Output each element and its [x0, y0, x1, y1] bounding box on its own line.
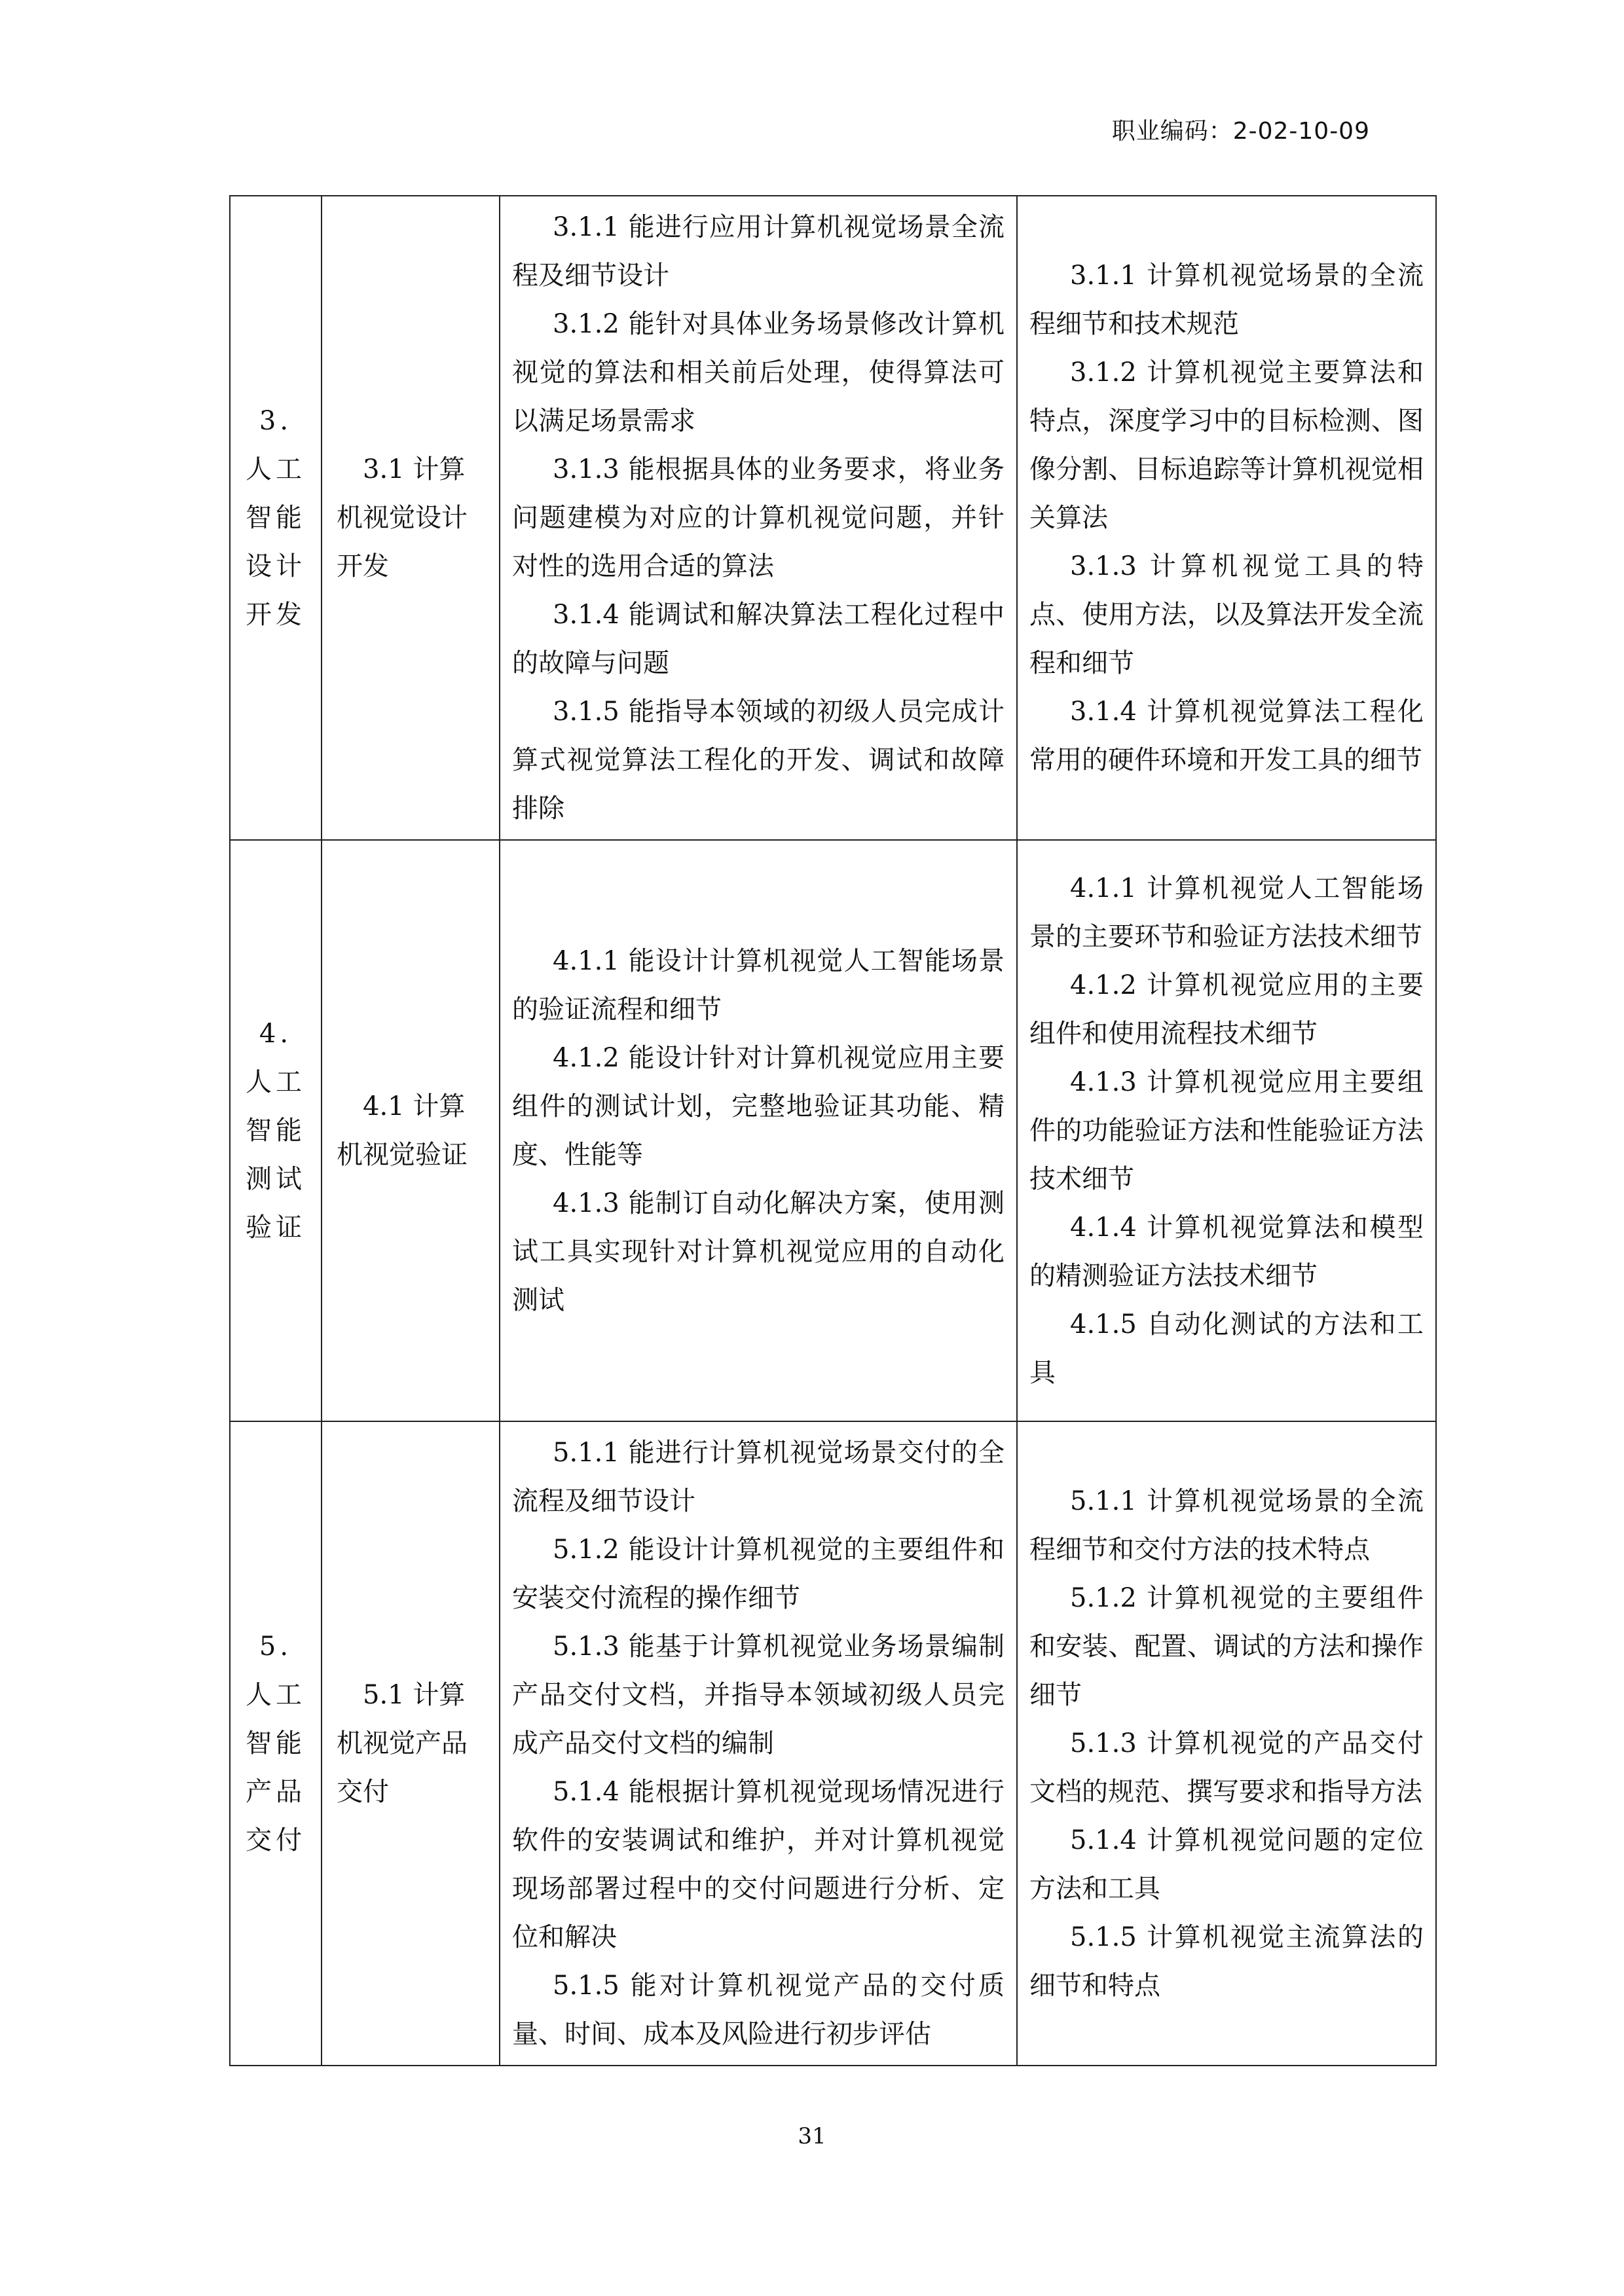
unit-text: 3.1 计算: [363, 454, 466, 484]
skills-cell: [500, 1421, 1017, 2066]
category-text: 智能: [246, 1116, 306, 1146]
knowledge-cell: [1017, 840, 1436, 1421]
knowledge-item: 3.1.4 计算机视觉算法工程化常用的硬件环境和开发工具的细节: [1029, 697, 1424, 775]
unit-text: 开发: [337, 551, 389, 581]
skill-item: 4.1.1 能设计计算机视觉人工智能场景的验证流程和细节: [512, 946, 1005, 1025]
knowledge-item: 4.1.4 计算机视觉算法和模型的精测验证方法技术细节: [1029, 1212, 1424, 1291]
skill-item: 5.1.3 能基于计算机视觉业务场景编制产品交付文档，并指导本领域初级人员完成产品交付文档的编制: [512, 1631, 1005, 1758]
category-cell: [230, 1421, 322, 2066]
unit-cell: [322, 196, 500, 840]
skill-item: 5.1.4 能根据计算机视觉现场情况进行软件的安装调试和维护，并对计算机视觉现场部署过程中的交付问题进行分析、定位和解决: [512, 1777, 1005, 1952]
table-row: [230, 840, 1436, 1421]
category-number: 4.: [259, 1019, 293, 1049]
page-number: 31: [798, 2123, 826, 2149]
category-text: 验证: [246, 1212, 306, 1243]
skill-item: 5.1.5 能对计算机视觉产品的交付质量、时间、成本及风险进行初步评估: [512, 1971, 1005, 2049]
knowledge-item: 4.1.1 计算机视觉人工智能场景的主要环节和验证方法技术细节: [1029, 873, 1424, 952]
unit-text: 5.1 计算: [363, 1680, 466, 1710]
category-text: 产品: [246, 1777, 306, 1807]
skills-cell: [500, 840, 1017, 1421]
skill-item: 4.1.3 能制订自动化解决方案，使用测试工具实现针对计算机视觉应用的自动化测试: [512, 1188, 1005, 1315]
category-text: 智能: [246, 1728, 306, 1758]
skill-item: 3.1.1 能进行应用计算机视觉场景全流程及细节设计: [512, 212, 1005, 291]
skill-item: 3.1.3 能根据具体的业务要求，将业务问题建模为对应的计算机视觉问题，并针对性的选用合适的算法: [512, 454, 1005, 581]
skill-item: 3.1.5 能指导本领域的初级人员完成计算式视觉算法工程化的开发、调试和故障排除: [512, 697, 1005, 824]
category-cell: [230, 840, 322, 1421]
knowledge-item: 4.1.5 自动化测试的方法和工具: [1029, 1309, 1424, 1388]
unit-cell: [322, 840, 500, 1421]
skill-item: 5.1.2 能设计计算机视觉的主要组件和安装交付流程的操作细节: [512, 1535, 1005, 1613]
category-text: 交付: [246, 1825, 306, 1855]
unit-text: 交付: [337, 1777, 389, 1807]
unit-text: 4.1 计算: [363, 1091, 466, 1121]
category-text: 人工: [246, 1680, 306, 1710]
category-text: 人工: [246, 1067, 306, 1097]
competency-table: [229, 195, 1437, 2066]
unit-cell: [322, 1421, 500, 2066]
knowledge-cell: [1017, 196, 1436, 840]
category-text: 开发: [246, 600, 306, 630]
knowledge-item: 5.1.1 计算机视觉场景的全流程细节和交付方法的技术特点: [1029, 1486, 1424, 1565]
occupation-code: 职业编码：2-02-10-09: [1111, 118, 1370, 145]
knowledge-item: 3.1.3 计算机视觉工具的特点、使用方法，以及算法开发全流程和细节: [1029, 551, 1424, 678]
category-text: 设计: [246, 551, 306, 581]
category-number: 5.: [259, 1631, 293, 1662]
table-row: [230, 1421, 1436, 2066]
skill-item: 4.1.2 能设计针对计算机视觉应用主要组件的测试计划，完整地验证其功能、精度、性能等: [512, 1043, 1005, 1170]
knowledge-item: 4.1.3 计算机视觉应用主要组件的功能验证方法和性能验证方法技术细节: [1029, 1067, 1424, 1194]
knowledge-cell: [1017, 1421, 1436, 2066]
category-text: 智能: [246, 503, 306, 533]
skill-item: 5.1.1 能进行计算机视觉场景交付的全流程及细节设计: [512, 1438, 1005, 1516]
knowledge-item: 3.1.1 计算机视觉场景的全流程细节和技术规范: [1029, 261, 1424, 339]
category-text: 测试: [246, 1164, 306, 1194]
knowledge-item: 5.1.4 计算机视觉问题的定位方法和工具: [1029, 1825, 1424, 1904]
skills-cell: [500, 196, 1017, 840]
knowledge-item: 3.1.2 计算机视觉主要算法和特点，深度学习中的目标检测、图像分割、目标追踪等计算机视觉相关算法: [1029, 357, 1424, 533]
unit-text: 机视觉产品: [337, 1728, 468, 1758]
knowledge-item: 5.1.5 计算机视觉主流算法的细节和特点: [1029, 1922, 1424, 2001]
knowledge-item: 5.1.2 计算机视觉的主要组件和安装、配置、调试的方法和操作细节: [1029, 1583, 1424, 1710]
unit-text: 机视觉设计: [337, 503, 468, 533]
unit-text: 机视觉验证: [337, 1140, 468, 1170]
competency-table-container: [229, 195, 1435, 2066]
category-number: 3.: [259, 406, 293, 436]
knowledge-item: 4.1.2 计算机视觉应用的主要组件和使用流程技术细节: [1029, 970, 1424, 1049]
skill-item: 3.1.4 能调试和解决算法工程化过程中的故障与问题: [512, 600, 1005, 678]
category-cell: [230, 196, 322, 840]
table-row: [230, 196, 1436, 840]
knowledge-item: 5.1.3 计算机视觉的产品交付文档的规范、撰写要求和指导方法: [1029, 1728, 1424, 1807]
category-text: 人工: [246, 454, 306, 484]
skill-item: 3.1.2 能针对具体业务场景修改计算机视觉的算法和相关前后处理，使得算法可以满足场景需求: [512, 309, 1005, 436]
